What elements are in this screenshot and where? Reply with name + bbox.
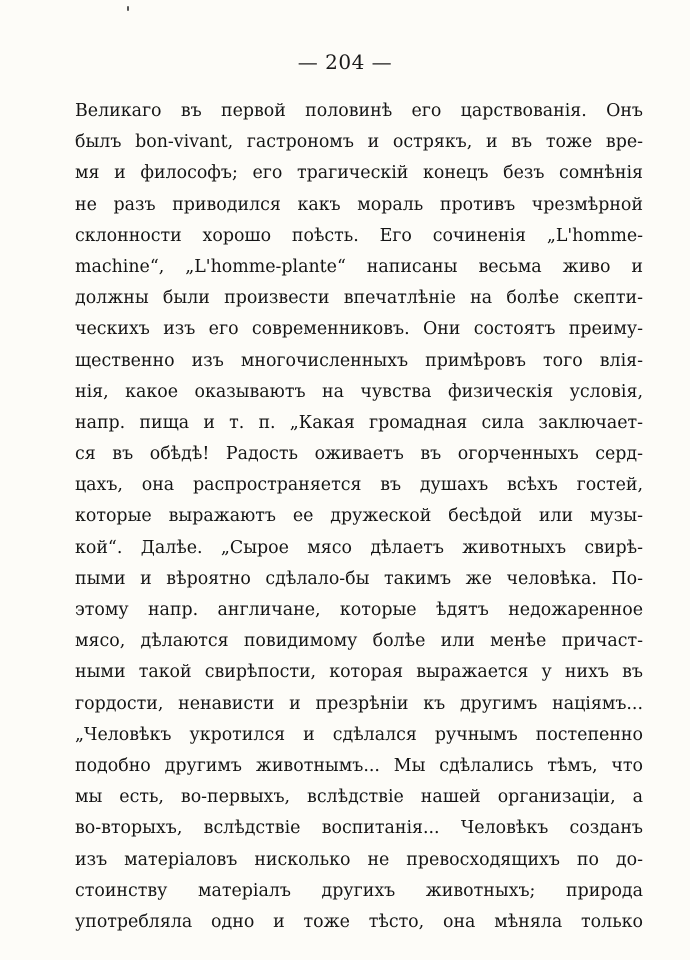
text-line: употребляла одно и тоже тѣсто, она мѣняла только (75, 911, 643, 932)
text-line: ся въ обѣдѣ! Радость оживаетъ въ огорченныхъ серд- (75, 444, 643, 465)
text-line: былъ bon-vivant, гастрономъ и острякъ, и въ тоже вре- (75, 132, 643, 153)
text-line: стоинству матеріалъ другихъ животныхъ; природа (75, 880, 643, 901)
text-line: пыми и вѣроятно сдѣлало-бы такимъ же человѣка. По- (75, 568, 643, 589)
text-line: „Человѣкъ укротился и сдѣлался ручнымъ постепенно (75, 724, 643, 745)
text-line: machine“, „L'homme-plante“ написаны весьма живо и (75, 256, 643, 277)
text-line: напр. пища и т. п. „Какая громадная сила заключает- (75, 412, 643, 433)
text-line: подобно другимъ животнымъ... Мы сдѣлались тѣмъ, что (75, 755, 643, 776)
text-line: которые выражаютъ ее дружеской бесѣдой или музы- (75, 506, 643, 527)
text-line: во-вторыхъ, вслѣдствіе воспитанія... Человѣкъ созданъ (75, 818, 643, 839)
text-line: мя и философъ; его трагическій конецъ безъ сомнѣнія (75, 163, 643, 184)
text-line: изъ матеріаловъ нисколько не превосходящихъ по до- (75, 849, 643, 870)
body-text (75, 96, 643, 938)
text-line: мы есть, во-первыхъ, вслѣдствіе нашей организаціи, а (75, 787, 643, 808)
text-line: мясо, дѣлаются повидимому болѣе или менѣе причаст- (75, 631, 643, 652)
text-line: ными такой свирѣпости, которая выражается у нихъ въ (75, 662, 643, 683)
text-line: склонности хорошо поѣсть. Его сочиненія „L'homme- (75, 225, 643, 246)
text-line: должны были произвести впечатлѣніе на болѣе скепти- (75, 288, 643, 309)
print-speck (127, 6, 129, 11)
text-line: нія, какое оказываютъ на чувства физическія условія, (75, 381, 643, 402)
text-line: ческихъ изъ его современниковъ. Они состоятъ преиму- (75, 319, 643, 340)
text-line: Великаго въ первой половинѣ его царствованія. Онъ (75, 101, 643, 121)
text-line: этому напр. англичане, которые ѣдятъ недожаренное (75, 600, 643, 620)
text-line: кой“. Далѣе. „Сырое мясо дѣлаетъ животныхъ свирѣ- (75, 537, 643, 558)
text-line: не разъ приводился какъ мораль противъ чрезмѣрной (75, 194, 643, 215)
text-line: гордости, ненависти и презрѣніи къ другимъ націямъ... (75, 693, 643, 714)
text-line: цахъ, она распространяется въ душахъ всѣхъ гостей, (75, 475, 643, 496)
page-number: — 204 — (297, 50, 393, 74)
text-line: щественно изъ многочисленныхъ примѣровъ того влія- (75, 350, 643, 371)
